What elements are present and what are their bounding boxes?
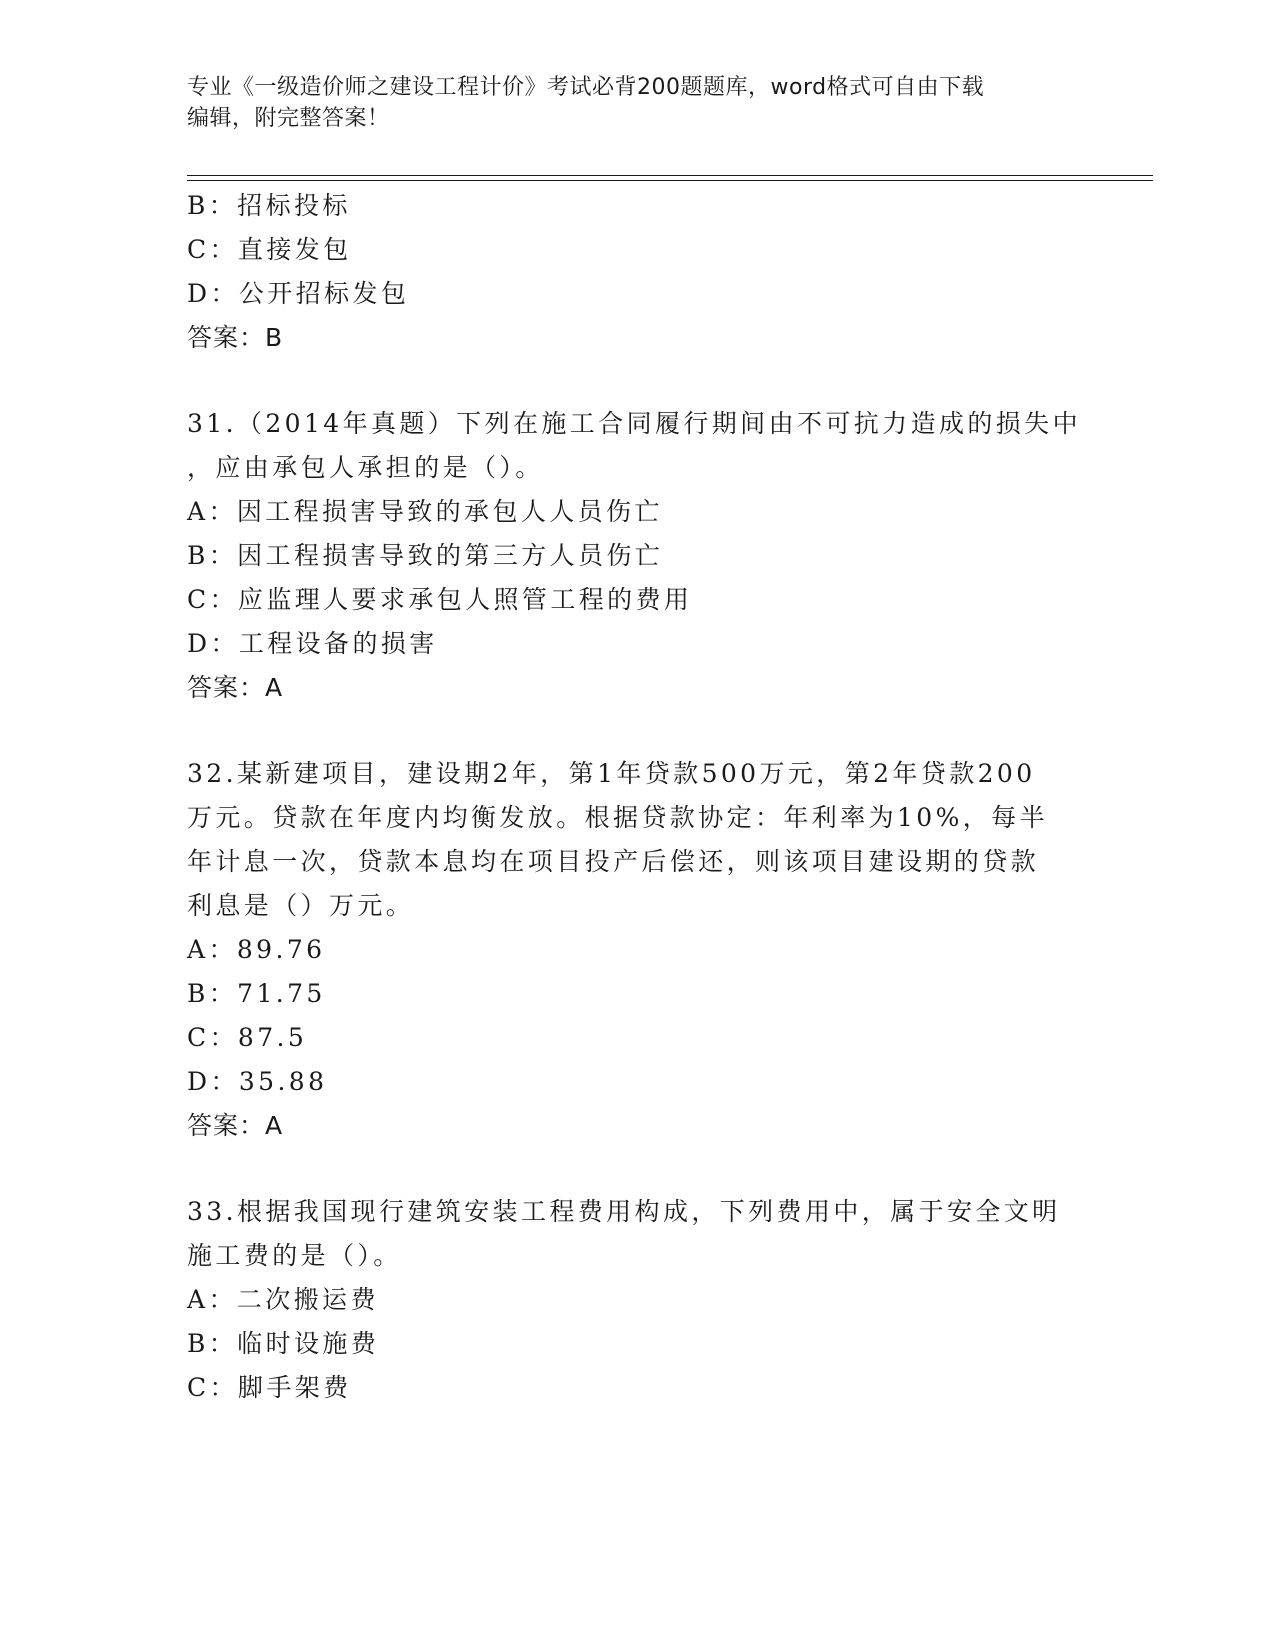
header-divider-bottom bbox=[187, 180, 1153, 181]
q33-option-c: C：脚手架费 bbox=[187, 1373, 352, 1402]
q31-option-d: D：工程设备的损害 bbox=[187, 629, 438, 658]
header-line-1: 专业《一级造价师之建设工程计价》考试必背200题题库，word格式可自由下载 bbox=[187, 75, 985, 100]
q31-option-c: C：应监理人要求承包人照管工程的费用 bbox=[187, 585, 693, 614]
q33-option-a: A：二次搬运费 bbox=[187, 1285, 379, 1314]
q32-option-b: B：71.75 bbox=[187, 979, 326, 1008]
q32-stem-line-2: 万元。贷款在年度内均衡发放。根据贷款协定：年利率为10%，每半 bbox=[187, 803, 1048, 832]
q32-answer: 答案：A bbox=[187, 1111, 284, 1140]
q32-stem-line-3: 年计息一次，贷款本息均在项目投产后偿还，则该项目建设期的贷款 bbox=[187, 847, 1040, 876]
header-line-2: 编辑，附完整答案！ bbox=[187, 106, 390, 131]
q31-option-b: B：因工程损害导致的第三方人员伤亡 bbox=[187, 541, 664, 570]
q32-option-a: A：89.76 bbox=[187, 935, 326, 964]
q31-option-a: A：因工程损害导致的承包人人员伤亡 bbox=[187, 497, 663, 526]
q31-stem-line-2: ，应由承包人承担的是（）。 bbox=[187, 453, 544, 482]
q33-option-b: B：临时设施费 bbox=[187, 1329, 380, 1358]
document-header bbox=[187, 72, 1087, 134]
prev-option-b: B：招标投标 bbox=[187, 191, 351, 220]
q33-stem-line-1: 33.根据我国现行建筑安装工程费用构成，下列费用中，属于安全文明 bbox=[187, 1197, 1061, 1226]
q32-stem-line-1: 32.某新建项目，建设期2年，第1年贷款500万元，第2年贷款200 bbox=[187, 759, 1036, 788]
header-divider-top bbox=[187, 175, 1153, 176]
prev-answer: 答案：B bbox=[187, 323, 284, 352]
q31-stem-line-1: 31.（2014年真题）下列在施工合同履行期间由不可抗力造成的损失中 bbox=[187, 409, 1081, 438]
prev-option-d: D：公开招标发包 bbox=[187, 279, 410, 308]
q31-answer: 答案：A bbox=[187, 673, 284, 702]
q33-stem-line-2: 施工费的是（）。 bbox=[187, 1241, 402, 1270]
prev-option-c: C：直接发包 bbox=[187, 235, 352, 264]
q32-option-c: C：87.5 bbox=[187, 1023, 308, 1052]
q32-option-d: D：35.88 bbox=[187, 1067, 328, 1096]
q32-stem-line-4: 利息是（）万元。 bbox=[187, 891, 415, 920]
